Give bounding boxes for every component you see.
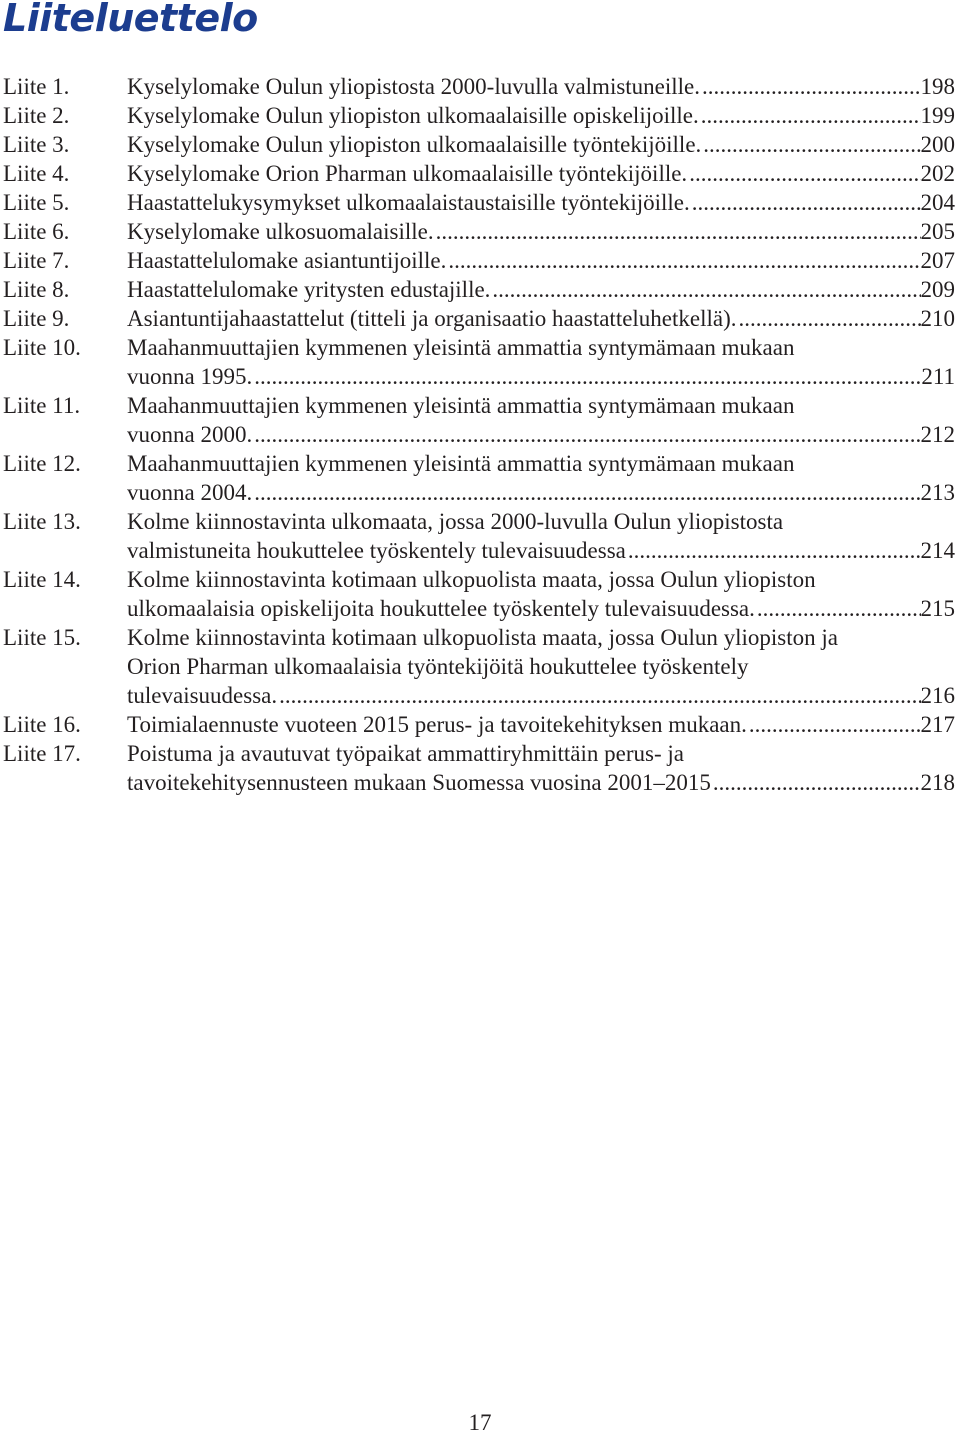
dot-leader: [626, 536, 921, 565]
dot-leader: [711, 768, 921, 797]
appendix-entry: [3, 275, 955, 304]
appendix-title: [127, 130, 955, 159]
appendix-entry: [3, 72, 955, 101]
appendix-label: Liite 14.: [3, 567, 81, 592]
appendix-title: [127, 507, 955, 565]
appendix-title: [127, 275, 955, 304]
appendix-entry: [3, 391, 955, 449]
appendix-title: [127, 739, 955, 797]
appendix-title-line: Poistuma ja avautuvat työpaikat ammattiryhmittäin perus- ja: [127, 741, 684, 766]
appendix-label: Liite 3.: [3, 132, 70, 157]
appendix-title: [127, 565, 955, 623]
appendix-label: Liite 15.: [3, 625, 81, 650]
appendix-label: Liite 4.: [3, 161, 70, 186]
appendix-entry: [3, 246, 955, 275]
appendix-title-last-line: [127, 130, 955, 159]
appendix-title-last-line: [127, 478, 955, 507]
appendix-label: Liite 11.: [3, 393, 81, 418]
appendix-title-line: Kolme kiinnostavinta kotimaan ulkopuolista maata, jossa Oulun yliopiston: [127, 567, 816, 592]
appendix-page-number: 213: [920, 480, 955, 505]
appendix-title-text: vuonna 2000.: [127, 422, 253, 447]
appendix-title: [127, 188, 955, 217]
appendix-title-last-line: [127, 681, 955, 710]
appendix-title-last-line: [127, 536, 955, 565]
dot-leader: [277, 681, 920, 710]
appendix-title-last-line: [127, 768, 955, 797]
dot-leader: [252, 420, 920, 449]
appendix-label: Liite 16.: [3, 712, 81, 737]
appendix-title-last-line: [127, 362, 955, 391]
appendix-page-number: 200: [920, 132, 955, 157]
appendix-page-number: 216: [920, 683, 955, 708]
appendix-label: Liite 10.: [3, 335, 81, 360]
appendix-title-text: tulevaisuudessa.: [127, 683, 278, 708]
appendix-title-text: Kyselylomake Oulun yliopistosta 2000-luvulla valmistuneille.: [127, 74, 701, 99]
appendix-title: [127, 72, 955, 101]
appendix-title-line: Kolme kiinnostavinta ulkomaata, jossa 2000-luvulla Oulun yliopistosta: [127, 509, 784, 534]
appendix-label: Liite 1.: [3, 74, 70, 99]
appendix-label: Liite 9.: [3, 306, 70, 331]
appendix-entry: [3, 188, 955, 217]
appendix-title-text: vuonna 2004.: [127, 480, 253, 505]
appendix-title-last-line: [127, 275, 955, 304]
dot-leader: [252, 362, 921, 391]
appendix-label: Liite 6.: [3, 219, 70, 244]
appendix-title: [127, 159, 955, 188]
dot-leader: [700, 72, 920, 101]
dot-leader: [747, 710, 921, 739]
appendix-label: Liite 7.: [3, 248, 70, 273]
dot-leader: [699, 101, 921, 130]
appendix-entry: [3, 507, 955, 565]
appendix-entry: [3, 565, 955, 623]
appendix-title-text: Toimialaennuste vuoteen 2015 perus- ja tavoitekehityksen mukaan.: [127, 712, 747, 737]
dot-leader: [687, 159, 920, 188]
appendix-title-last-line: [127, 159, 955, 188]
appendix-title-last-line: [127, 101, 955, 130]
appendix-page-number: 212: [920, 422, 955, 447]
appendix-title-line: Kolme kiinnostavinta kotimaan ulkopuolista maata, jossa Oulun yliopiston ja: [127, 625, 838, 650]
appendix-label: Liite 5.: [3, 190, 70, 215]
appendix-title-text: Haastattelulomake yritysten edustajille.: [127, 277, 491, 302]
appendix-title-last-line: [127, 304, 955, 333]
appendix-label: Liite 12.: [3, 451, 81, 476]
appendix-title-last-line: [127, 420, 955, 449]
appendix-entry: [3, 304, 955, 333]
dot-leader: [690, 188, 921, 217]
appendix-title-last-line: [127, 710, 955, 739]
appendix-title-text: valmistuneita houkuttelee työskentely tulevaisuudessa: [127, 538, 626, 563]
appendix-title-last-line: [127, 72, 955, 101]
appendix-page-number: 211: [921, 364, 955, 389]
appendix-page-number: 207: [920, 248, 955, 273]
appendix-title: [127, 333, 955, 391]
dot-leader: [737, 304, 921, 333]
appendix-title-last-line: [127, 188, 955, 217]
appendix-title: [127, 623, 955, 710]
appendix-title-line: Maahanmuuttajien kymmenen yleisintä ammattia syntymämaan mukaan: [127, 393, 795, 418]
appendix-page-number: 205: [920, 219, 955, 244]
appendix-entry: [3, 710, 955, 739]
appendix-list: [3, 72, 955, 797]
dot-leader: [490, 275, 920, 304]
appendix-entry: [3, 333, 955, 391]
appendix-page-number: 215: [920, 596, 955, 621]
appendix-page-number: 214: [920, 538, 955, 563]
appendix-title-line: Maahanmuuttajien kymmenen yleisintä ammattia syntymämaan mukaan: [127, 451, 795, 476]
appendix-page-number: 204: [920, 190, 955, 215]
dot-leader: [701, 130, 920, 159]
appendix-title-line: Maahanmuuttajien kymmenen yleisintä ammattia syntymämaan mukaan: [127, 335, 795, 360]
appendix-title: [127, 449, 955, 507]
appendix-title: [127, 710, 955, 739]
appendix-title-text: tavoitekehitysennusteen mukaan Suomessa vuosina 2001–2015: [127, 770, 711, 795]
appendix-title: [127, 101, 955, 130]
appendix-page-number: 217: [920, 712, 955, 737]
appendix-entry: [3, 449, 955, 507]
dot-leader: [252, 478, 920, 507]
appendix-title-line: Orion Pharman ulkomaalaisia työntekijöitä houkuttelee työskentely: [127, 654, 749, 679]
appendix-title: [127, 391, 955, 449]
appendix-page-number: 209: [920, 277, 955, 302]
appendix-title: [127, 304, 955, 333]
appendix-page-number: 199: [920, 103, 955, 128]
appendix-entry: [3, 130, 955, 159]
appendix-title-last-line: [127, 246, 955, 275]
appendix-title-text: Haastattelukysymykset ulkomaalaistaustaisille työntekijöille.: [127, 190, 690, 215]
appendix-title-text: Haastattelulomake asiantuntijoille.: [127, 248, 447, 273]
appendix-page-number: 198: [920, 74, 955, 99]
appendix-label: Liite 13.: [3, 509, 81, 534]
page-number: 17: [468, 1410, 492, 1435]
appendix-title-text: Asiantuntijahaastattelut (titteli ja organisaatio haastatteluhetkellä).: [127, 306, 737, 331]
dot-leader: [434, 217, 921, 246]
appendix-entry: [3, 623, 955, 710]
appendix-title-text: Kyselylomake Orion Pharman ulkomaalaisille työntekijöille.: [127, 161, 688, 186]
appendix-title-text: vuonna 1995.: [127, 364, 253, 389]
appendix-page-number: 218: [920, 770, 955, 795]
dot-leader: [755, 594, 921, 623]
appendix-title-text: ulkomaalaisia opiskelijoita houkuttelee työskentely tulevaisuudessa.: [127, 596, 755, 621]
appendix-title-text: Kyselylomake ulkosuomalaisille.: [127, 219, 434, 244]
appendix-entry: [3, 101, 955, 130]
appendix-page-number: 210: [920, 306, 955, 331]
appendix-title-last-line: [127, 594, 955, 623]
appendix-title-last-line: [127, 217, 955, 246]
page-title: Liiteluettelo: [3, 0, 258, 40]
appendix-title-text: Kyselylomake Oulun yliopiston ulkomaalaisille opiskelijoille.: [127, 103, 699, 128]
appendix-title: [127, 217, 955, 246]
appendix-label: Liite 8.: [3, 277, 70, 302]
dot-leader: [446, 246, 920, 275]
appendix-label: Liite 2.: [3, 103, 70, 128]
appendix-title: [127, 246, 955, 275]
appendix-entry: [3, 739, 955, 797]
appendix-entry: [3, 159, 955, 188]
appendix-page-number: 202: [920, 161, 955, 186]
appendix-title-text: Kyselylomake Oulun yliopiston ulkomaalaisille työntekijöille.: [127, 132, 702, 157]
appendix-entry: [3, 217, 955, 246]
appendix-label: Liite 17.: [3, 741, 81, 766]
